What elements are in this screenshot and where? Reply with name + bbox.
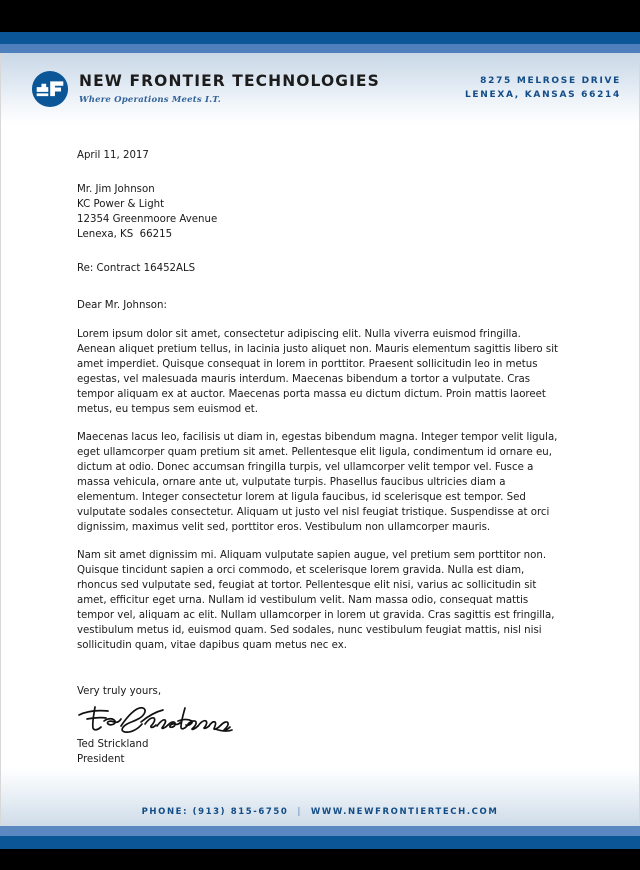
brand-text xyxy=(79,71,380,105)
signer-name: Ted Strickland xyxy=(77,738,149,750)
closing-line: Very truly yours, xyxy=(77,685,162,697)
subject-line: Re: Contract 16452ALS xyxy=(77,262,196,274)
top-light-blue-band xyxy=(0,44,640,53)
recipient-address-block xyxy=(77,183,559,243)
address-line-2: LENEXA, KANSAS 66214 xyxy=(464,90,621,100)
recipient-street: 12354 Greenmoore Avenue xyxy=(77,213,218,225)
company-tagline: Where Operations Meets I.T. xyxy=(79,94,221,105)
salutation: Dear Mr. Johnson: xyxy=(77,299,167,311)
recipient-name: Mr. Jim Johnson xyxy=(77,183,155,195)
letterhead-header xyxy=(0,53,640,125)
header-address xyxy=(465,75,621,103)
bottom-light-blue-band xyxy=(0,826,640,836)
letter-date: April 11, 2017 xyxy=(77,150,149,161)
letterhead-footer xyxy=(0,768,640,826)
handwritten-signature xyxy=(75,702,235,736)
signer-title: President xyxy=(77,753,125,765)
bottom-dark-blue-band xyxy=(0,836,640,849)
letter-body xyxy=(0,125,640,768)
nf-monogram-circle-logo xyxy=(31,70,69,108)
bottom-black-band xyxy=(0,849,640,870)
top-dark-blue-band xyxy=(0,32,640,44)
footer-phone: PHONE: (913) 815-6750 xyxy=(141,806,289,817)
address-line-1: 8275 MELROSE DRIVE xyxy=(480,76,621,87)
footer-website[interactable]: WWW.NEWFRONTIERTECH.COM xyxy=(310,806,499,817)
company-name: NEW FRONTIER TECHNOLOGIES xyxy=(79,71,380,91)
footer-separator: | xyxy=(297,806,302,817)
body-paragraph: Maecenas lacus leo, facilisis ut diam in, egestas bibendum magna. Integer tempor velit ligula, eget ullamcorper quam pretium sit amet. Pellentesque elit ligula, condimentum id ornare eu, dictum at odio. Donec accumsan fringilla turpis, vel ullamcorper velit tempor vel. Fusce a massa vehicula, ornare ante ut, vulputate turpis. Phasellus faucibus ultricies diam a elementum. Integer consectetur lorem at ligula faucibus, id scelerisque est tempor. Sed vulputate sodales consectetur. Aliquam ut justo vel nisl feugiat tristique. Suspendisse at orci dignissim, maximus velit sed, porttitor eros. Vestibulum non ullamcorper mauris. xyxy=(77,431,558,533)
body-paragraph: Nam sit amet dignissim mi. Aliquam vulputate sapien augue, vel pretium sem porttitor non. Quisque tincidunt sapien a orci commodo, et scelerisque lorem gravida. Nulla est diam, rhoncus sed vulputate sed, feugiat at tortor. Pellentesque elit nisi, varius ac sollicitudin sit amet, efficitur eget urna. Nullam id vestibulum velit. Nam massa odio, consequat mattis tempor vel, aliquam ac elit. Nullam ullamcorper in lorem ut gravida. Cras sagittis est fringilla, vestibulum metus id, euismod quam. Sed sodales, nunc vestibulum feugiat mattis, nisl nisi sollicitudin quam, vitae dapibus quam metus nec ex. xyxy=(77,549,555,651)
recipient-city-state-zip: Lenexa, KS 66215 xyxy=(77,228,173,240)
recipient-company: KC Power & Light xyxy=(77,198,165,210)
body-paragraph: Lorem ipsum dolor sit amet, consectetur adipiscing elit. Nulla viverra euismod fringilla. Aenean aliquet pretium tellus, in lacinia justo aliquet non. Mauris elementum sagittis libero sit amet imperdiet. Quisque consequat in lorem in porttitor. Praesent sollicitudin leo in metus egestas, vel malesuada mauris interdum. Maecenas bibendum a tortor a vulputate. Cras tempor aliquam ex at auctor. Maecenas porta massa eu dictum dictum. Proin mattis laoreet metus, eu tempus sem euismod et. xyxy=(77,328,559,415)
brand-lockup xyxy=(31,70,380,108)
top-black-band xyxy=(0,0,640,32)
footer-contact-info xyxy=(142,807,499,817)
